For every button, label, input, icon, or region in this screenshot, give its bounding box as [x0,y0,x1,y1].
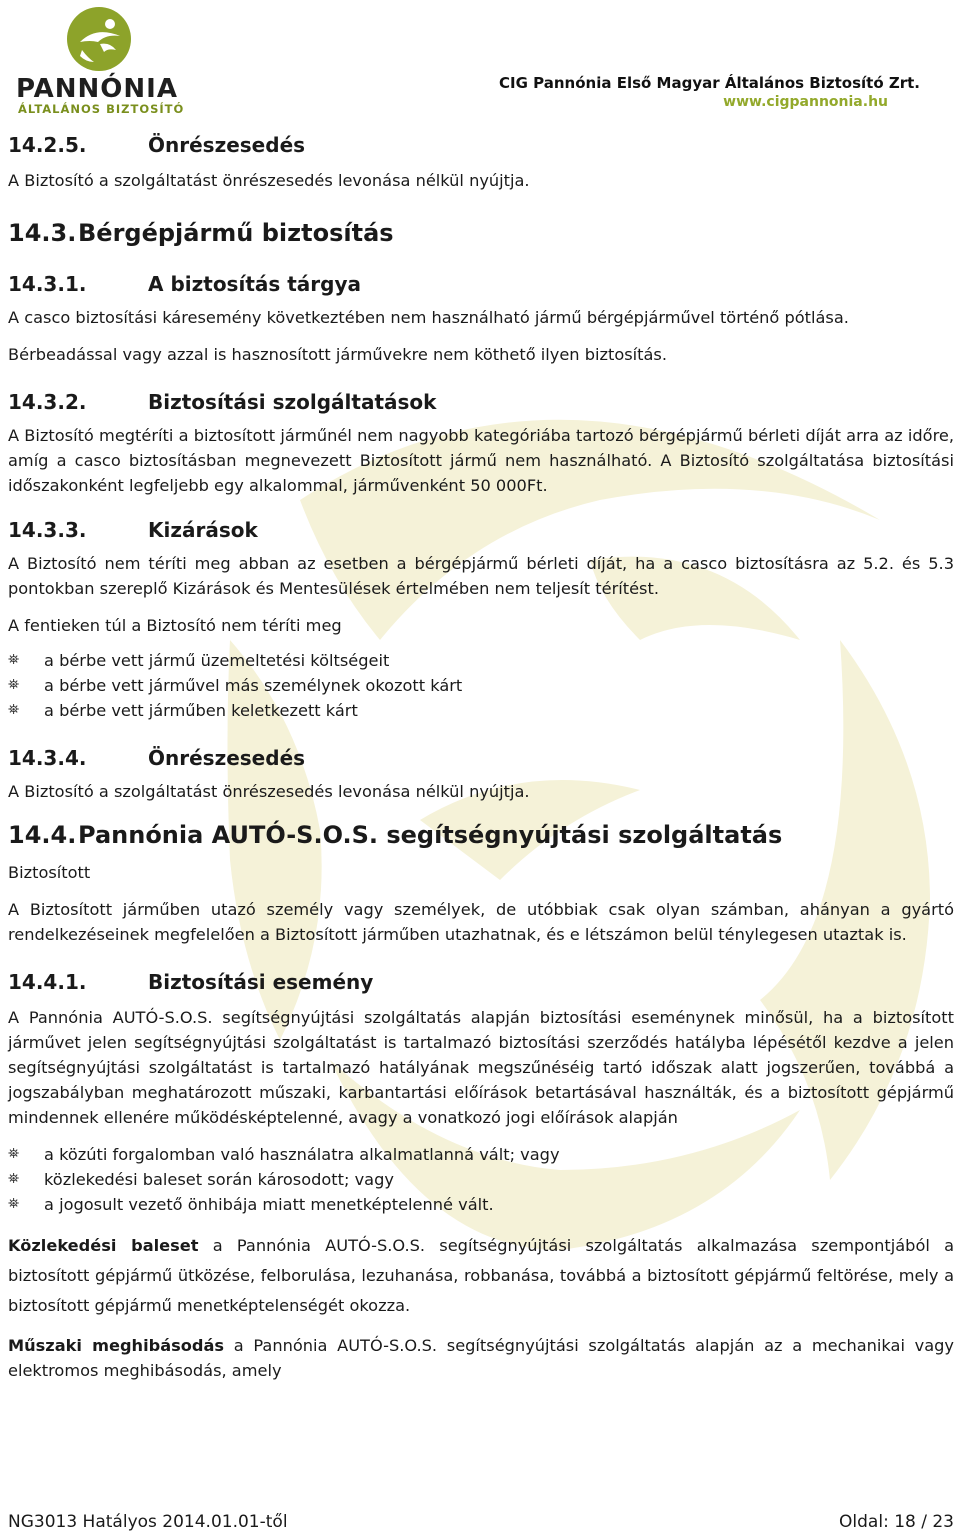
section-14-3-4-heading [8,745,954,771]
exclusions-list [8,648,954,723]
section-14-4-heading [8,820,954,850]
paragraph: A fentieken túl a Biztosító nem téríti meg [8,616,342,635]
paragraph-technical-failure: Műszaki meghibásodás a Pannónia AUTÓ-S.O.S. segítségnyújtási szolgáltatás alapján az a mechanikai vagy elektromos meghibásodás, amely [8,1336,954,1380]
term: Közlekedési baleset [8,1236,199,1255]
section-14-2-5-heading [8,132,954,158]
subheading: Biztosított [8,863,91,882]
company-logo[interactable] [14,6,204,114]
paragraph: A Biztosító megtéríti a biztosított járműnél nem nagyobb kategóriába tartozó bérgépjármű bérleti díját arra az időre, amíg a casco biztosításban megnevezett Biztosított jármű nem használható. A Biztosító szolgáltatása biztosítási időszakonként legfeljebb egy alkalommal, járművenként 50 000Ft. [8,426,954,495]
section-number: 14.4.1. [8,970,87,994]
section-number: 14.3.3. [8,518,87,542]
term: Műszaki meghibásodás [8,1336,225,1355]
logo-name: PANNÓNIA [16,74,178,104]
bullet-icon: ⛯ [8,1196,20,1212]
section-title: Kizárások [148,518,258,542]
section-14-3-3-heading [8,517,954,543]
paragraph: A Biztosító a szolgáltatást önrészesedés levonása nélkül nyújtja. [8,782,530,801]
section-number: 14.4. [8,821,77,849]
paragraph: A Pannónia AUTÓ-S.O.S. segítségnyújtási szolgáltatás alapján biztosítási eseménynek minősül, ha a biztosított járművet jelen segítségnyújtási szolgáltatást is tartalmazó biztosítási szerződés hatályba lépésétől kezdve a jelen segítségnyújtási szolgáltatást is tartalmazó hatályának megszűnéséig tartó időszak alatt jogszerűen, továbbá a jogszabályban meghatározott műszaki, karbantartási előírások betartásával használták, és a biztosított gépjármű mindennek ellenére működésképtelenné, avagy a vonatkozó jogi előírások alapján [8,1008,954,1127]
runner-logo-icon [66,6,132,72]
paragraph: A Biztosító a szolgáltatást önrészesedés levonása nélkül nyújtja. [8,171,530,190]
footer-validity: NG3013 Hatályos 2014.01.01-től [8,1512,288,1532]
bullet-icon: ⛯ [8,1146,20,1162]
section-title: Bérgépjármű biztosítás [78,219,394,247]
logo-subtitle: ÁLTALÁNOS BIZTOSÍTÓ [18,102,185,116]
paragraph: A casco biztosítási káresemény következtében nem használható jármű bérgépjárművel történő pótlása. [8,308,849,327]
list-item: ⛯ közlekedési baleset során károsodott; vagy [8,1167,954,1192]
bullet-icon: ⛯ [8,702,20,718]
document-body [8,132,954,1383]
section-number: 14.3.1. [8,272,87,296]
section-title: Önrészesedés [148,746,306,770]
section-title: Önrészesedés [148,133,306,157]
list-item: ⛯ a bérbe vett járműben keletkezett kárt [8,698,954,723]
section-title: Pannónia AUTÓ-S.O.S. segítségnyújtási szolgáltatás [78,821,783,849]
section-number: 14.3.4. [8,746,87,770]
bullet-icon: ⛯ [8,652,20,668]
section-14-3-2-heading [8,389,954,415]
section-number: 14.3. [8,219,77,247]
footer-page-number: Oldal: 18 / 23 [839,1512,954,1532]
section-14-3-1-heading [8,271,954,297]
website-link[interactable]: www.cigpannonia.hu [723,94,888,110]
section-number: 14.3.2. [8,390,87,414]
paragraph: A Biztosító nem téríti meg abban az esetben a bérgépjármű bérleti díját, ha a casco biztosításra az 5.2. és 5.3 pontokban szereplő Kizárások és Mentesülések értelmében nem teljesít térítést. [8,554,954,598]
paragraph: A Biztosított járműben utazó személy vagy személyek, de utóbbiak csak olyan számban, ahányan a gyártó rendelkezéseinek megfelelően a Biztosított járműben utazhatnak, és e létszámon belül ténylegesen utaztak is. [8,900,954,944]
paragraph: Bérbeadással vagy azzal is hasznosított járművekre nem köthető ilyen biztosítás. [8,345,668,364]
section-number: 14.2.5. [8,133,87,157]
company-name: CIG Pannónia Első Magyar Általános Biztosító Zrt. [499,74,920,92]
list-item: ⛯ a bérbe vett jármű üzemeltetési költségeit [8,648,954,673]
list-item: ⛯ a bérbe vett járművel más személynek okozott kárt [8,673,954,698]
list-item: ⛯ a közúti forgalomban való használatra alkalmatlanná vált; vagy [8,1142,954,1167]
section-title: A biztosítás tárgya [148,272,362,296]
event-list [8,1142,954,1217]
bullet-icon: ⛯ [8,677,20,693]
list-item: ⛯ a jogosult vezető önhibája miatt menetképtelenné vált. [8,1192,954,1217]
section-title: Biztosítási szolgáltatások [148,390,437,414]
section-14-4-1-heading [8,969,954,995]
section-14-3-heading [8,218,954,248]
bullet-icon: ⛯ [8,1171,20,1187]
section-title: Biztosítási esemény [148,970,374,994]
paragraph-traffic-accident: Közlekedési baleset a Pannónia AUTÓ-S.O.S. segítségnyújtási szolgáltatás alkalmazása szempontjából a biztosított gépjármű ütközése, felborulása, lezuhanása, robbanása, továbbá a biztosított gépjármű feltörése, mely a biztosított gépjármű menetképtelenségét okozza. [8,1236,954,1315]
